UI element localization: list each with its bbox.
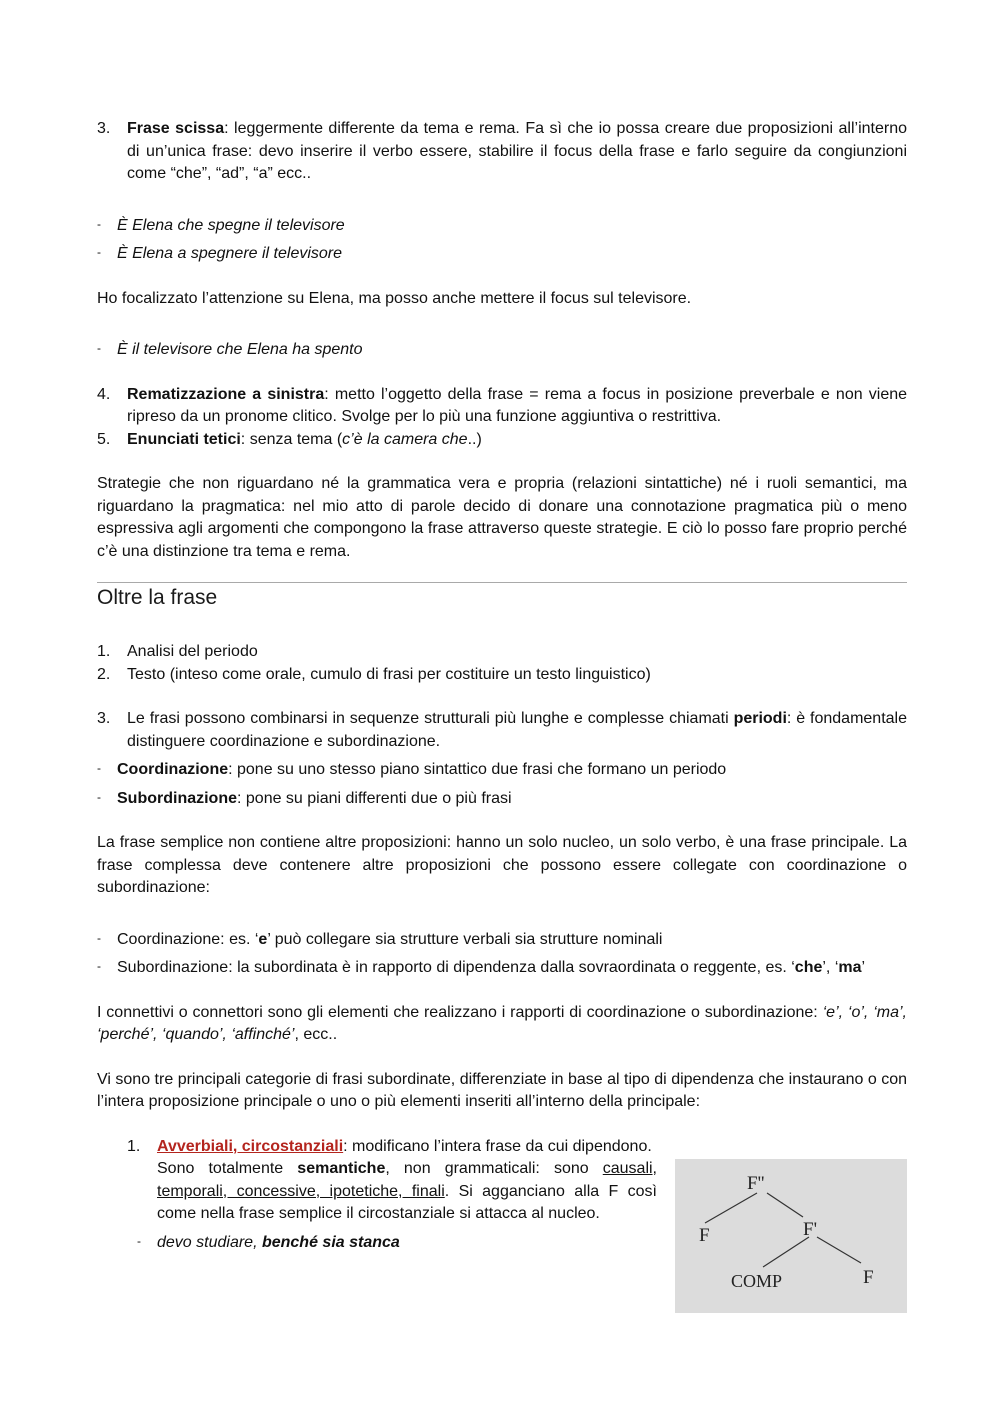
example-text: È Elena che spegne il televisore — [117, 216, 345, 234]
list-number: 3. — [97, 120, 111, 137]
list-text: Testo (inteso come orale, cumulo di frasi per costituire un testo linguistico) — [127, 665, 651, 683]
paragraph-strategie: Strategie che non riguardano né la grammatica vera e propria (relazioni sintattiche) né i ruoli semantici, ma riguardano la pragmatica: nel mio atto di parole decido di donare una connotazione pragmatica più o meno espressiva agli argomenti che compongono la frase attraverso queste strategie. E ciò lo posso fare proprio perché c’è una distinzione tra tema e rema. — [97, 475, 907, 560]
example-item — [97, 215, 907, 238]
paragraph: Ho focalizzato l’attenzione su Elena, ma posso anche mettere il focus sul televisore. — [97, 289, 692, 307]
node-comp: COMP — [731, 1271, 783, 1291]
list-text: Analisi del periodo — [127, 643, 258, 660]
syntax-tree-diagram — [675, 1159, 907, 1313]
dash-bullet: - — [97, 216, 101, 231]
list-item-enunciati-tetici: 5. Enunciati tetici: senza tema (c’è la camera che..) — [97, 429, 907, 452]
list-item-avverbiali: 1. Avverbiali, circostanziali: modificano l’intera frase da cui dipendono. Sono totalmente semantiche, non grammaticali: sono causali, temporali, concessive, ipotetiche, finali. Si agganciano alla F così come nella frase semplice il circostanziale si attacca al nucleo. — [127, 1136, 657, 1226]
list-number: 1. — [97, 643, 111, 660]
paragraph-connettivi: I connettivi o connettori sono gli elementi che realizzano i rapporti di coordinazione o subordinazione: ‘e’, ‘o’, ‘ma’, ‘perché’, ‘quando’, ‘affinché’, ecc.. — [97, 1003, 907, 1043]
bullet-coordinazione-es: - Coordinazione: es. ‘e’ può collegare sia strutture verbali sia strutture nominali — [97, 929, 907, 952]
dash-bullet: - — [97, 761, 101, 775]
list-text: : metto l’oggetto della frase = rema a focus in posizione preverbale e non viene ripreso da un pronome clitico. Svolge per lo più una funzione aggiuntiva o restrittiva. — [127, 385, 908, 425]
paragraph-categorie: Vi sono tre principali categorie di frasi subordinate, differenziate in base al tipo di dipendenza che instaurano o con l’intera proposizione principale o uno o più elementi inseriti all’interno della principale: — [97, 1070, 907, 1110]
list-item-rematizzazione — [97, 384, 907, 429]
dash-bullet: - — [97, 245, 101, 259]
term-bold: periodi — [733, 710, 787, 727]
list-item — [97, 664, 907, 687]
node-f-left: F — [699, 1225, 710, 1246]
list-number: 3. — [97, 710, 111, 727]
term-bold: Frase scissa — [127, 120, 225, 137]
dash-bullet: - — [137, 1233, 141, 1248]
example-item — [97, 339, 907, 362]
list-number: 4. — [97, 385, 111, 403]
paragraph-frase-semplice: La frase semplice non contiene altre proposizioni: hanno un solo nucleo, un solo verbo, è una frase principale. La frase complessa deve contenere altre proposizioni che possono essere collegate con coordinazione o subordinazione: — [97, 834, 907, 896]
list-number: 1. — [127, 1137, 141, 1155]
example-text: È Elena a spegnere il televisore — [117, 245, 343, 262]
list-item-frase-scissa — [97, 118, 907, 186]
dash-bullet: - — [97, 930, 101, 945]
list-number: 2. — [97, 665, 111, 683]
dash-bullet: - — [97, 789, 101, 804]
list-item — [97, 641, 907, 664]
node-fp: F' — [803, 1219, 817, 1240]
example-text: È il televisore che Elena ha spento — [117, 341, 363, 358]
section-heading: Oltre la frase — [97, 586, 218, 609]
node-fpp: F'' — [747, 1173, 765, 1194]
list-number: 5. — [97, 430, 111, 448]
node-f-right: F — [863, 1267, 874, 1288]
term-highlight: Avverbiali, circostanziali — [157, 1137, 344, 1155]
example-item — [97, 243, 907, 266]
term-bold: Enunciati tetici — [127, 430, 241, 448]
document-body — [97, 118, 907, 1254]
example-item: - devo studiare, benché sia stanca — [127, 1232, 657, 1255]
dash-bullet: - — [97, 959, 101, 973]
subordinate-list — [97, 1136, 657, 1255]
syntax-tree-image — [675, 1159, 907, 1313]
term-bold: Rematizzazione a sinistra — [127, 385, 325, 403]
list-item-periodi: 3. Le frasi possono combinarsi in sequenze strutturali più lunghe e complesse chiamati periodi: è fondamentale distinguere coordinazione e subordinazione. — [97, 708, 907, 753]
list-text: : leggermente differente da tema e rema. Fa sì che io possa creare due proposizioni all’interno di un’unica frase: devo inserire il verbo essere, stabilire il focus della frase e farlo seguire da congiunzioni come “che”, “ad”, “a” ecc.. — [127, 120, 908, 182]
bullet-subordinazione-es: - Subordinazione: la subordinata è in rapporto di dipendenza dalla sovraordinata o reggente, es. ‘che’, ‘ma’ — [97, 957, 907, 980]
bullet-coordinazione: - Coordinazione: pone su uno stesso piano sintattico due frasi che formano un periodo — [97, 759, 907, 782]
dash-bullet: - — [97, 341, 101, 355]
bullet-subordinazione: - Subordinazione: pone su piani differenti due o più frasi — [97, 788, 907, 811]
